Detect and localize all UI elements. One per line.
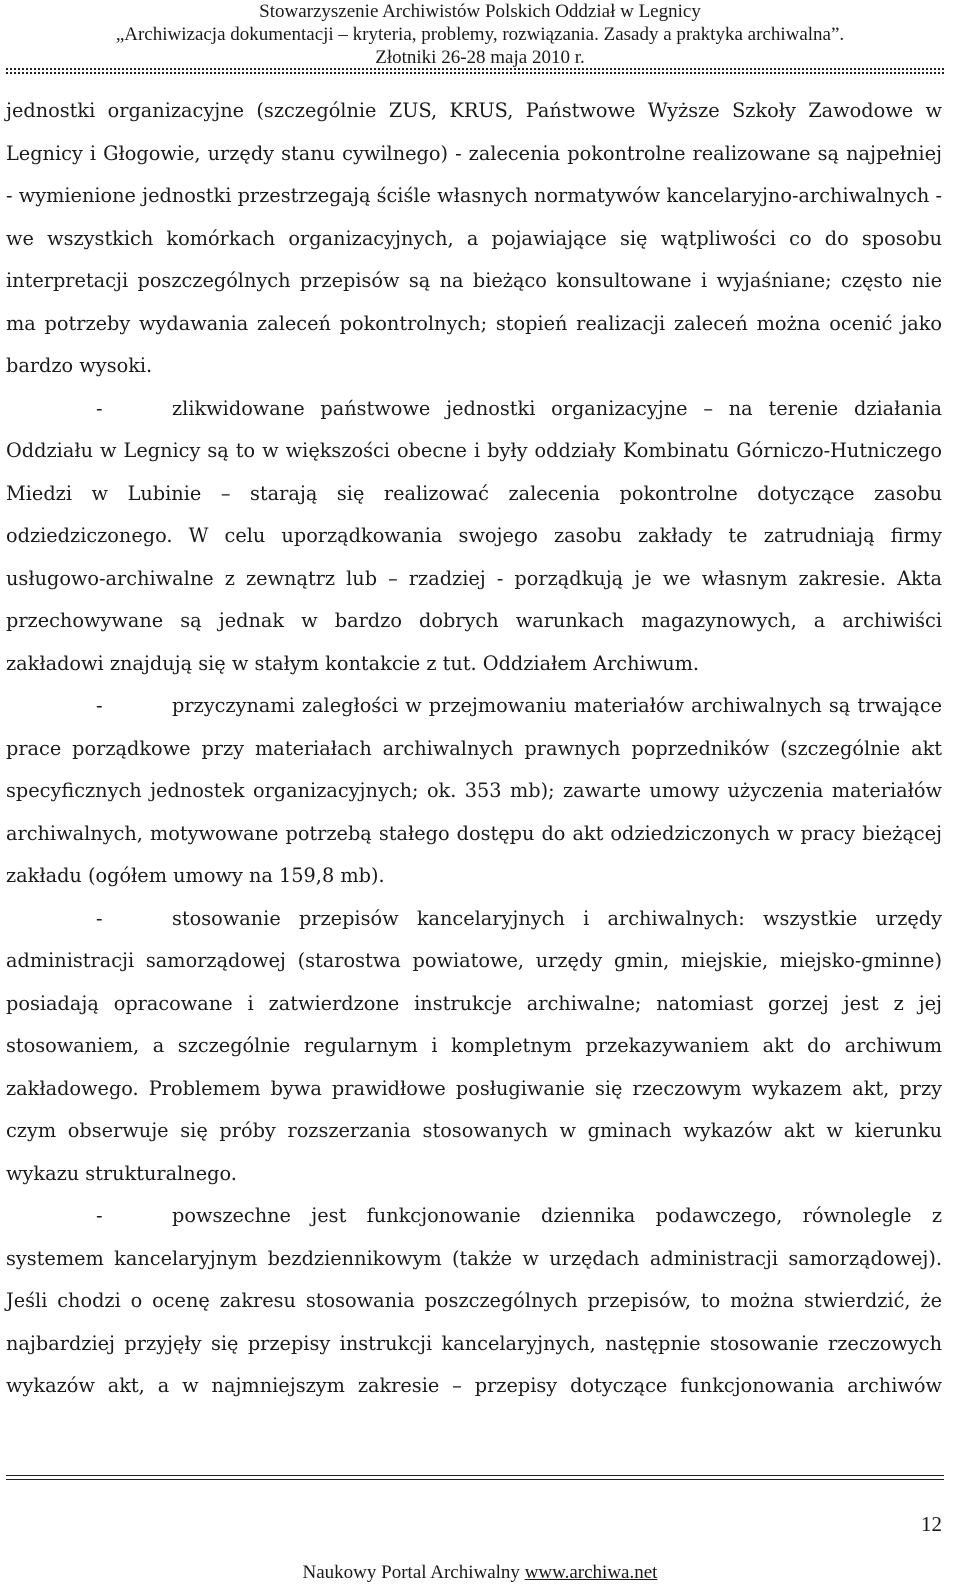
- list-item: [6, 685, 942, 898]
- list-item: [6, 898, 942, 1196]
- footer-portal-name: Naukowy Portal Archiwalny: [302, 1562, 520, 1583]
- list-item-text: stosowanie przepisów kancelaryjnych i archiwalnych: wszystkie urzędy administracji samorządowej (starostwa powiatowe, urzędy gmin, miejskie, miejsko-gminne) posiadają opracowane i zatwierdzone instrukcje archiwalne; natomiast gorzej jest z jej stosowaniem, a szczególnie regularnym i kompletnym przekazywaniem akt do archiwum zakładowego. Problemem bywa prawidłowe posługiwanie się rzeczowym wykazem akt, przy czym obserwuje się próby rozszerzania stosowanych w gminach wykazów akt w kierunku wykazu strukturalnego.: [6, 906, 942, 1185]
- list-item: [6, 388, 942, 686]
- header-place-date: Złotniki 26-28 maja 2010 r.: [375, 47, 585, 68]
- page-number: 12: [921, 1512, 942, 1536]
- list-dash: -: [96, 396, 103, 420]
- header-organization: Stowarzyszenie Archiwistów Polskich Oddział w Legnicy: [259, 1, 701, 22]
- footer-rule: [6, 1479, 944, 1480]
- paragraph: jednostki organizacyjne (szczególnie ZUS, KRUS, Państwowe Wyższe Szkoły Zawodowe w Legnicy i Głogowie, urzędy stanu cywilnego) - zalecenia pokontrolne realizowane są najpełniej - wymienione jednostki przestrzegają ściśle własnych normatywów kancelaryjno-archiwalnych - we wszystkich komórkach organizacyjnych, a pojawiające się wątpliwości co do sposobu interpretacji poszczególnych przepisów są na bieżąco konsultowane i wyjaśniane; często nie ma potrzeby wydawania zaleceń pokontrolnych; stopień realizacji zaleceń można ocenić jako bardzo wysoki.: [6, 99, 942, 377]
- footer-website-link[interactable]: www.archiwa.net: [524, 1562, 658, 1583]
- list-dash: -: [96, 1204, 103, 1227]
- footer-rule: [6, 1475, 944, 1476]
- list-item-text: powszechne jest funkcjonowanie dziennika podawczego, równolegle z systemem kancelaryjnym bezdziennikowym (także w urzędach administracji samorządowej). Jeśli chodzi o ocenę zakresu stosowania poszczególnych przepisów, to można stwierdzić, że najbardziej przyjęły się przepisy instrukcji kancelaryjnych, następnie stosowanie rzeczowych wykazów akt, a w najmniejszym zakresie – przepisy dotyczące funkcjonowania archiwów: [6, 1204, 942, 1397]
- list-item: [6, 1195, 942, 1408]
- list-item-text: zlikwidowane państwowe jednostki organizacyjne – na terenie działania Oddziału w Legnicy są to w większości obecne i były oddziały Kombinatu Górniczo-Hutniczego Miedzi w Lubinie – starają się realizować zalecenia pokontrolne dotyczące zasobu odziedziczonego. W celu uporządkowania swojego zasobu zakłady te zatrudniają firmy usługowo-archiwalne z zewnątrz lub – rzadziej - porządkują je we własnym zakresie. Akta przechowywane są jednak w bardzo dobrych warunkach magazynowych, a archiwiści zakładowi znajdują się w stałym kontakcie z tut. Oddziałem Archiwum.: [6, 396, 942, 675]
- header-separator: [6, 66, 944, 78]
- list-dash: -: [96, 694, 103, 717]
- list-item-text: przyczynami zaległości w przejmowaniu materiałów archiwalnych są trwające prace porządkowe przy materiałach archiwalnych prawnych poprzedników (szczególnie akt specyficznych jednostek organizacyjnych; ok. 353 mb); zawarte umowy użyczenia materiałów archiwalnych, motywowane potrzebą stałego dostępu do akt odziedziczonych w pracy bieżącej zakładu (ogółem umowy na 159,8 mb).: [6, 694, 942, 887]
- page-footer: [0, 1562, 960, 1584]
- list-dash: -: [96, 906, 103, 930]
- body-text: [6, 90, 942, 1408]
- header-conference-title: „Archiwizacja dokumentacji – kryteria, problemy, rozwiązania. Zasady a praktyka archiwalna”.: [115, 24, 845, 45]
- page-header: [0, 0, 960, 69]
